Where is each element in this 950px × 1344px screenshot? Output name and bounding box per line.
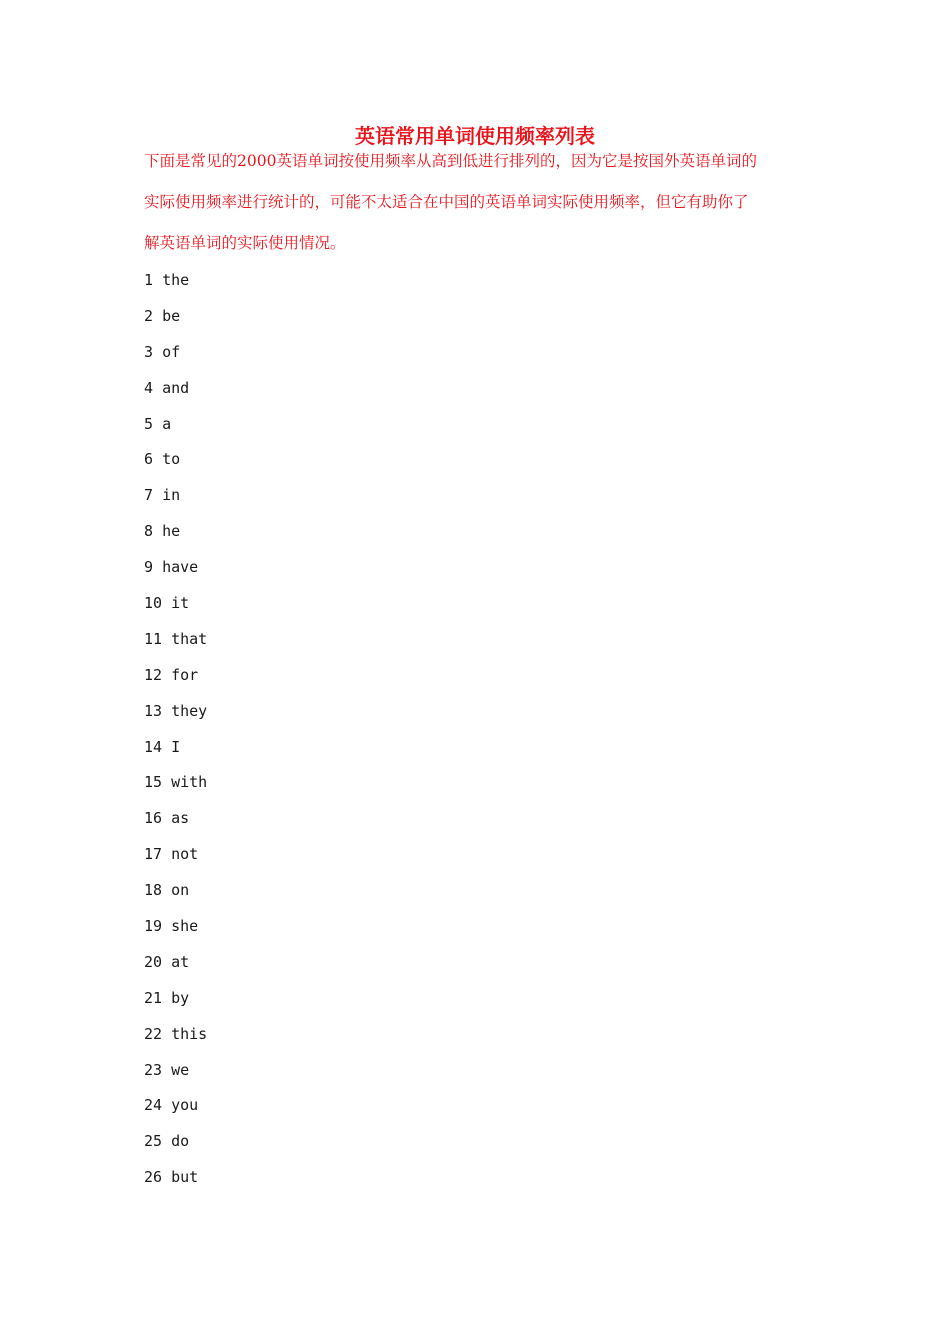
word-rank: 17 [144, 845, 163, 864]
word-text: you [171, 1096, 199, 1115]
list-item [144, 764, 207, 800]
word-text: to [162, 450, 181, 469]
word-rank: 23 [144, 1060, 163, 1079]
intro-line: 实际使用频率进行统计的，可能不太适合在中国的英语单词实际使用频率，但它有助你了 [144, 193, 749, 211]
word-rank: 2 [144, 306, 154, 325]
word-text: at [171, 952, 190, 971]
word-text: I [171, 737, 181, 756]
word-text: the [162, 271, 190, 289]
word-text: by [171, 988, 190, 1007]
list-item [144, 621, 207, 657]
word-rank: 8 [144, 522, 154, 541]
word-rank: 16 [144, 809, 163, 828]
word-text: he [162, 522, 181, 541]
word-text: have [162, 558, 199, 577]
list-item [144, 585, 207, 621]
list-item [144, 1052, 207, 1088]
intro-line: 解英语单词的实际使用情况。 [144, 234, 346, 252]
word-text: for [171, 665, 199, 684]
list-item [144, 1087, 207, 1123]
list-item [144, 1159, 207, 1195]
list-item [144, 944, 207, 980]
list-item [144, 800, 207, 836]
word-rank: 24 [144, 1096, 163, 1115]
word-rank: 7 [144, 486, 154, 505]
list-item [144, 298, 207, 334]
word-text: it [171, 594, 190, 613]
word-text: a [162, 414, 172, 433]
word-text: that [171, 629, 208, 648]
list-item [144, 370, 207, 406]
word-rank: 11 [144, 629, 163, 648]
list-item [144, 657, 207, 693]
word-text: but [171, 1168, 199, 1187]
word-text: with [171, 773, 208, 792]
word-text: and [162, 378, 190, 397]
word-rank: 26 [144, 1168, 163, 1187]
word-text: she [171, 917, 199, 936]
word-rank: 21 [144, 988, 163, 1007]
word-rank: 25 [144, 1132, 163, 1151]
word-rank: 13 [144, 701, 163, 720]
word-rank: 1 [144, 271, 154, 289]
word-text: not [171, 845, 199, 864]
list-item [144, 406, 207, 442]
list-item [144, 908, 207, 944]
list-item [144, 477, 207, 513]
word-rank: 9 [144, 558, 154, 577]
word-rank: 3 [144, 342, 154, 361]
list-item [144, 693, 207, 729]
word-text: as [171, 809, 190, 828]
list-item [144, 513, 207, 549]
word-text: on [171, 881, 190, 900]
list-item [144, 441, 207, 477]
word-rank: 22 [144, 1024, 163, 1043]
list-item [144, 334, 207, 370]
word-rank: 19 [144, 917, 163, 936]
word-text: in [162, 486, 181, 505]
word-rank: 6 [144, 450, 154, 469]
word-text: be [162, 306, 181, 325]
word-rank: 18 [144, 881, 163, 900]
list-item [144, 980, 207, 1016]
list-item [144, 872, 207, 908]
word-rank: 4 [144, 378, 154, 397]
word-rank: 20 [144, 952, 163, 971]
list-item [144, 262, 207, 298]
word-rank: 5 [144, 414, 154, 433]
document-title: 英语常用单词使用频率列表 [355, 124, 595, 148]
word-rank: 10 [144, 594, 163, 613]
word-text: we [171, 1060, 190, 1079]
word-text: this [171, 1024, 208, 1043]
word-text: they [171, 701, 208, 720]
intro-line: 下面是常见的2000英语单词按使用频率从高到低进行排列的，因为它是按国外英语单词的 [144, 152, 757, 170]
word-frequency-list [144, 262, 207, 1195]
word-rank: 12 [144, 665, 163, 684]
word-text: do [171, 1132, 190, 1151]
word-text: of [162, 342, 181, 361]
list-item [144, 729, 207, 765]
list-item [144, 1016, 207, 1052]
intro-paragraph [144, 141, 814, 264]
list-item [144, 549, 207, 585]
word-rank: 15 [144, 773, 163, 792]
list-item [144, 836, 207, 872]
word-rank: 14 [144, 737, 163, 756]
list-item [144, 1123, 207, 1159]
